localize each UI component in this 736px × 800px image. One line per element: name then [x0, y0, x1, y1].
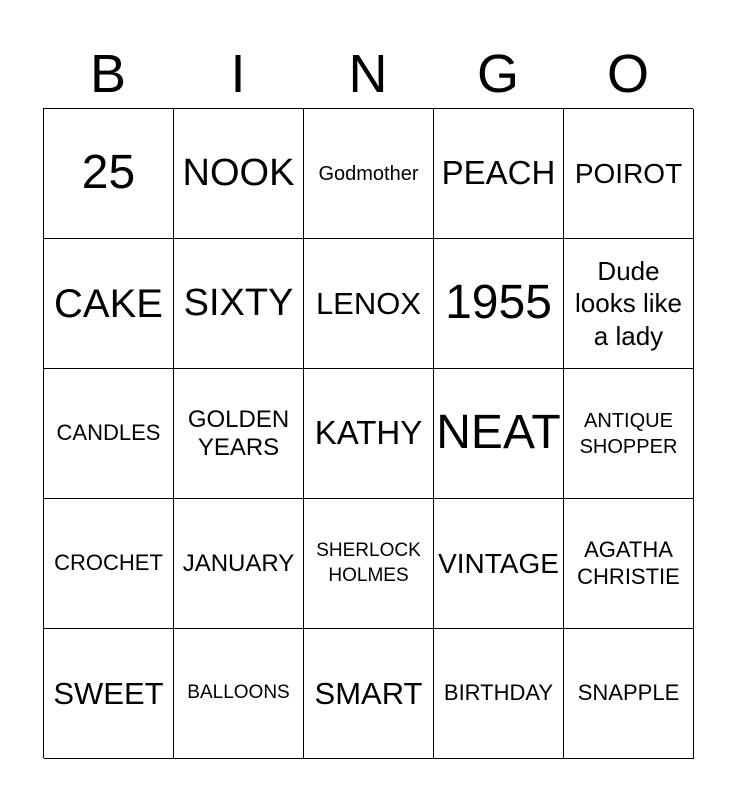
- cell-text: CROCHET: [54, 550, 163, 576]
- bingo-cell: [304, 109, 434, 239]
- cell-text: ANTIQUE SHOPPER: [579, 409, 678, 458]
- cell-text: JANUARY: [182, 549, 295, 577]
- cell-text: 1955: [445, 276, 552, 330]
- bingo-cell: [174, 109, 304, 239]
- bingo-cell: [434, 629, 564, 759]
- bingo-cell: [304, 239, 434, 369]
- header-letter-b: B: [89, 44, 127, 104]
- bingo-cell: [174, 239, 304, 369]
- header-letter-i: I: [230, 44, 246, 104]
- bingo-cell: [564, 239, 694, 369]
- cell-text: POIROT: [574, 157, 683, 189]
- cell-text: SWEET: [53, 675, 164, 711]
- bingo-cell: [174, 499, 304, 629]
- cell-text: GOLDEN YEARS: [187, 405, 290, 461]
- header-letter-g: G: [476, 44, 519, 104]
- cell-text: SMART: [314, 675, 423, 711]
- cell-text: 25: [81, 146, 136, 200]
- bingo-cell: [434, 239, 564, 369]
- bingo-cell: [44, 109, 174, 239]
- cell-text: SNAPPLE: [577, 680, 680, 706]
- cell-text: VINTAGE: [438, 547, 559, 579]
- bingo-cell: [434, 109, 564, 239]
- bingo-cell: [174, 629, 304, 759]
- bingo-cell: [564, 499, 694, 629]
- cell-text: NEAT: [436, 406, 561, 460]
- cell-text: CAKE: [54, 281, 163, 326]
- cell-text: SHERLOCK HOLMES: [316, 539, 421, 586]
- bingo-cell: [44, 239, 174, 369]
- header-letter-n: N: [348, 44, 388, 104]
- bingo-cell: [304, 499, 434, 629]
- cell-text: SIXTY: [183, 281, 294, 324]
- bingo-cell: [434, 499, 564, 629]
- cell-text: Godmother: [318, 162, 419, 185]
- bingo-cell: [564, 369, 694, 499]
- cell-text: BIRTHDAY: [443, 680, 554, 706]
- cell-text: BALLOONS: [187, 682, 290, 704]
- bingo-cell: [44, 369, 174, 499]
- cell-text: PEACH: [441, 154, 556, 192]
- cell-text: LENOX: [315, 285, 422, 321]
- bingo-cell: [564, 629, 694, 759]
- bingo-cell: [44, 499, 174, 629]
- bingo-cell: [174, 369, 304, 499]
- cell-text: Dude looks like a lady: [575, 255, 682, 351]
- bingo-cell: [434, 369, 564, 499]
- bingo-card-grid: [43, 108, 693, 758]
- header-letter-o: O: [606, 44, 649, 104]
- cell-text: NOOK: [182, 151, 295, 194]
- bingo-cell: [304, 629, 434, 759]
- bingo-cell: [564, 109, 694, 239]
- bingo-cell: [304, 369, 434, 499]
- bingo-header: [43, 40, 693, 108]
- cell-text: AGATHA CHRISTIE: [577, 537, 680, 589]
- cell-text: KATHY: [314, 414, 423, 452]
- bingo-cell: [44, 629, 174, 759]
- cell-text: CANDLES: [56, 420, 161, 446]
